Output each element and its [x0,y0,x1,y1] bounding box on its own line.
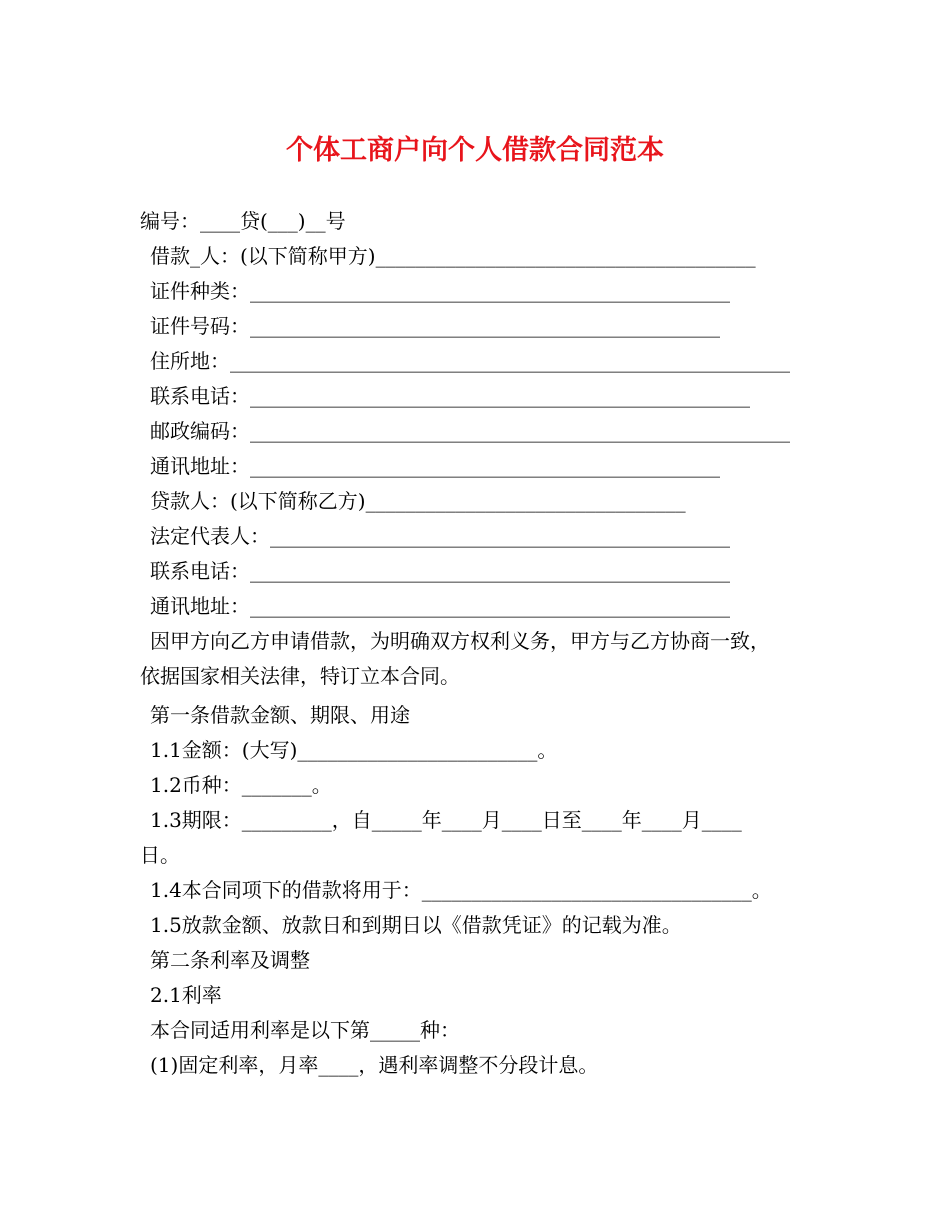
lender-phone-line: 联系电话：________________________________________________ [150,559,730,583]
clause-2-1: 2.1利率 [150,983,222,1007]
document-title: 个体工商户向个人借款合同范本 [286,135,664,166]
lender-address-line: 通讯地址：________________________________________________ [150,594,730,618]
preamble-line-2: 依据国家相关法律，特订立本合同。 [140,664,460,688]
interest-rate-choice-line: 本合同适用利率是以下第_____种： [150,1018,460,1042]
fixed-rate-option-line: (1)固定利率，月率____，遇利率调整不分段计息。 [150,1053,599,1077]
borrower-line: 借款_人：(以下简称甲方)______________________________________ [150,244,756,268]
clause-1-4: 1.4本合同项下的借款将用于：_________________________________。 [150,878,772,902]
preamble-line-1: 因甲方向乙方申请借款，为明确双方权利义务，甲方与乙方协商一致， [150,629,770,653]
id-number-line: 证件号码：_______________________________________________ [150,314,720,338]
article-1-heading: 第一条借款金额、期限、用途 [150,703,410,727]
postal-code-line: 邮政编码：______________________________________________________ [150,419,790,443]
clause-1-5: 1.5放款金额、放款日和到期日以《借款凭证》的记载为准。 [150,913,682,937]
legal-representative-line: 法定代表人：______________________________________________ [150,524,730,548]
clause-1-1: 1.1金额：(大写)________________________。 [150,738,558,762]
id-type-line: 证件种类：________________________________________________ [150,279,730,303]
lender-line: 贷款人：(以下简称乙方)________________________________ [150,489,686,513]
clause-1-3-continued: 日。 [140,843,180,867]
phone-line: 联系电话：__________________________________________________ [150,384,750,408]
clause-1-3: 1.3期限：_________，自_____年____月____日至____年____月____ [150,808,742,832]
residence-line: 住所地：________________________________________________________ [150,349,790,373]
clause-1-2: 1.2币种：_______。 [150,773,332,797]
mailing-address-line: 通讯地址：_______________________________________________ [150,454,720,478]
contract-number-line: 编号：____贷(___)__号 [140,209,346,233]
article-2-heading: 第二条利率及调整 [150,948,310,972]
